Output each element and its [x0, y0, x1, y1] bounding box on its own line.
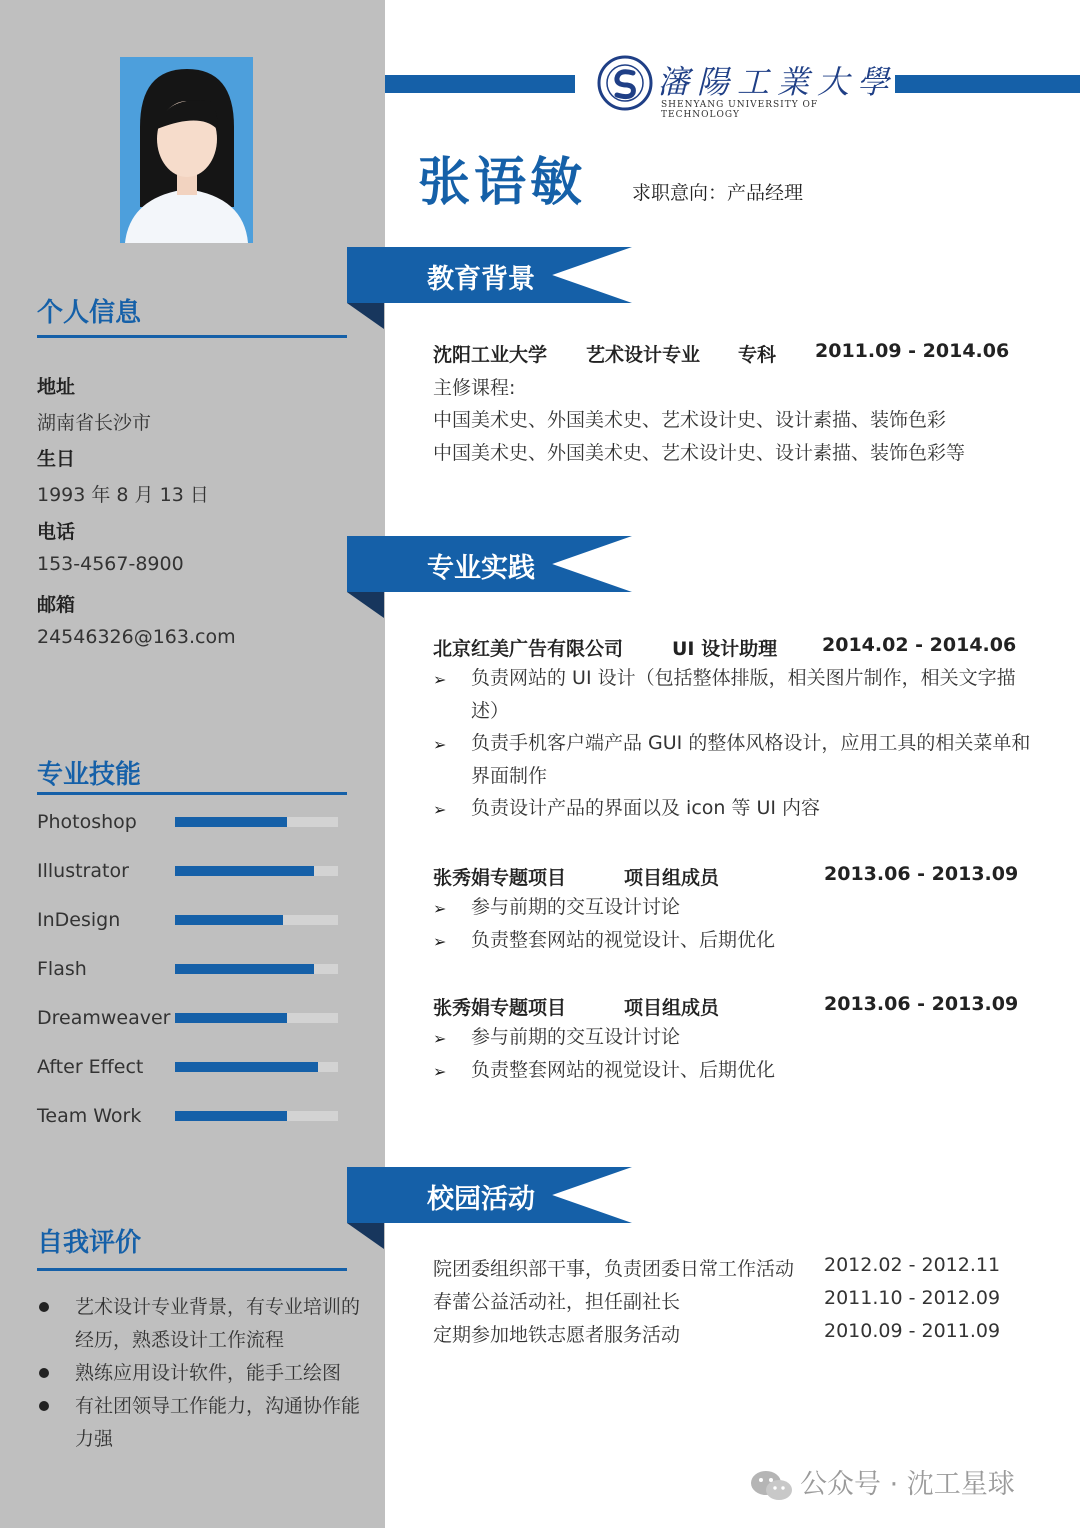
education-banner [347, 247, 632, 303]
address-label: 地址 [37, 376, 76, 398]
skill-name: InDesign [37, 909, 121, 931]
campus-period: 2010.09 - 2011.09 [824, 1320, 1001, 1342]
bullet-icon [39, 1368, 49, 1378]
campus-banner [347, 1167, 632, 1223]
arrow-bullet-icon: ➢ [433, 899, 447, 918]
company-name: 张秀娟专题项目 [433, 867, 567, 889]
personal-info-divider [37, 335, 347, 338]
practice-heading: 专业实践 [427, 553, 535, 584]
address-value: 湖南省长沙市 [37, 412, 152, 434]
self-eval-divider [37, 1268, 347, 1271]
university-seal-icon [597, 55, 653, 111]
job-duty: 负责整套网站的视觉设计、后期优化 [471, 929, 776, 951]
watermark [750, 1462, 1015, 1503]
watermark-text: 公众号 · 沈工星球 [800, 1469, 1015, 1500]
job-role: 项目组成员 [624, 997, 720, 1019]
skill-bar-fill [175, 964, 314, 974]
skill-name: Team Work [37, 1105, 142, 1127]
university-name-en: SHENYANG UNIVERSITY OF TECHNOLOGY [661, 100, 819, 120]
skills-heading: 专业技能 [37, 760, 142, 790]
university-name-cn: 瀋陽工業大學 [657, 63, 898, 101]
email-value: 24546326@163.com [37, 626, 236, 648]
courses-line: 中国美术史、外国美术史、艺术设计史、设计素描、装饰色彩等 [433, 442, 966, 464]
arrow-bullet-icon: ➢ [433, 1062, 447, 1081]
phone-value: 153-4567-8900 [37, 553, 184, 575]
skill-bar [175, 1062, 338, 1072]
skill-bar [175, 866, 338, 876]
company-name: 张秀娟专题项目 [433, 997, 567, 1019]
arrow-bullet-icon: ➢ [433, 735, 447, 754]
skill-bar-fill [175, 1013, 287, 1023]
arrow-bullet-icon: ➢ [433, 800, 447, 819]
job-duty: 参与前期的交互设计讨论 [471, 1026, 681, 1048]
skill-name: Illustrator [37, 860, 129, 882]
practice-banner [347, 536, 632, 592]
courses-label: 主修课程: [433, 377, 516, 399]
profile-photo [120, 57, 253, 243]
skill-bar [175, 964, 338, 974]
skill-bar-fill [175, 817, 287, 827]
major: 艺术设计专业 [586, 344, 701, 366]
campus-period: 2011.10 - 2012.09 [824, 1287, 1001, 1309]
job-duty: 负责整套网站的视觉设计、后期优化 [471, 1059, 776, 1081]
skill-name: Dreamweaver [37, 1007, 171, 1029]
university-logo [597, 55, 898, 120]
personal-info-heading: 个人信息 [37, 298, 142, 328]
job-role: 项目组成员 [624, 867, 720, 889]
arrow-bullet-icon: ➢ [433, 932, 447, 951]
education-period: 2011.09 - 2014.06 [815, 340, 1010, 362]
company-name: 北京红美广告有限公司 [433, 638, 624, 660]
job-intention: 求职意向：产品经理 [632, 182, 804, 204]
job-duty: 负责设计产品的界面以及 icon 等 UI 内容 [471, 797, 821, 819]
wechat-icon [750, 1469, 794, 1503]
job-duty: 参与前期的交互设计讨论 [471, 896, 681, 918]
campus-activity: 春蕾公益活动社，担任副社长 [433, 1291, 681, 1313]
skill-bar-fill [175, 1111, 287, 1121]
job-duty: 负责网站的 UI 设计（包括整体排版，相关图片制作，相关文字描述） [471, 667, 1016, 722]
birthday-label: 生日 [37, 448, 76, 470]
skill-name: Flash [37, 958, 87, 980]
campus-period: 2012.02 - 2012.11 [824, 1254, 1001, 1276]
skill-name: Photoshop [37, 811, 137, 833]
degree: 专科 [738, 344, 777, 366]
campus-heading: 校园活动 [427, 1184, 535, 1215]
candidate-name: 张语敏 [418, 153, 587, 213]
campus-activity: 定期参加地铁志愿者服务活动 [433, 1324, 681, 1346]
job-period: 2013.06 - 2013.09 [824, 863, 1019, 885]
birthday-value: 1993 年 8 月 13 日 [37, 484, 209, 506]
bullet-icon [39, 1401, 49, 1411]
phone-label: 电话 [37, 521, 76, 543]
skill-bar-fill [175, 866, 314, 876]
self-eval-item: 艺术设计专业背景，有专业培训的经历，熟悉设计工作流程 [75, 1296, 361, 1351]
skill-bar [175, 1013, 338, 1023]
job-period: 2014.02 - 2014.06 [822, 634, 1017, 656]
self-eval-heading: 自我评价 [37, 1228, 142, 1258]
skill-name: After Effect [37, 1056, 144, 1078]
education-heading: 教育背景 [427, 264, 535, 295]
skill-bar [175, 817, 338, 827]
bullet-icon [39, 1302, 49, 1312]
school-name: 沈阳工业大学 [433, 344, 548, 366]
header-bar-left [385, 75, 575, 93]
self-eval-item: 熟练应用设计软件，能手工绘图 [75, 1362, 342, 1384]
campus-activity: 院团委组织部干事，负责团委日常工作活动 [433, 1258, 795, 1280]
arrow-bullet-icon: ➢ [433, 1029, 447, 1048]
skills-divider [37, 792, 347, 795]
skill-bar-fill [175, 1062, 318, 1072]
job-role: UI 设计助理 [672, 638, 778, 660]
courses-line: 中国美术史、外国美术史、艺术设计史、设计素描、装饰色彩 [433, 409, 947, 431]
self-eval-item: 有社团领导工作能力，沟通协作能力强 [75, 1395, 361, 1450]
skill-bar-fill [175, 915, 283, 925]
arrow-bullet-icon: ➢ [433, 670, 447, 689]
skill-bar [175, 1111, 338, 1121]
email-label: 邮箱 [37, 594, 76, 616]
job-duty: 负责手机客户端产品 GUI 的整体风格设计，应用工具的相关菜单和界面制作 [471, 732, 1031, 787]
header-bar-right [895, 75, 1080, 93]
job-period: 2013.06 - 2013.09 [824, 993, 1019, 1015]
skill-bar [175, 915, 338, 925]
